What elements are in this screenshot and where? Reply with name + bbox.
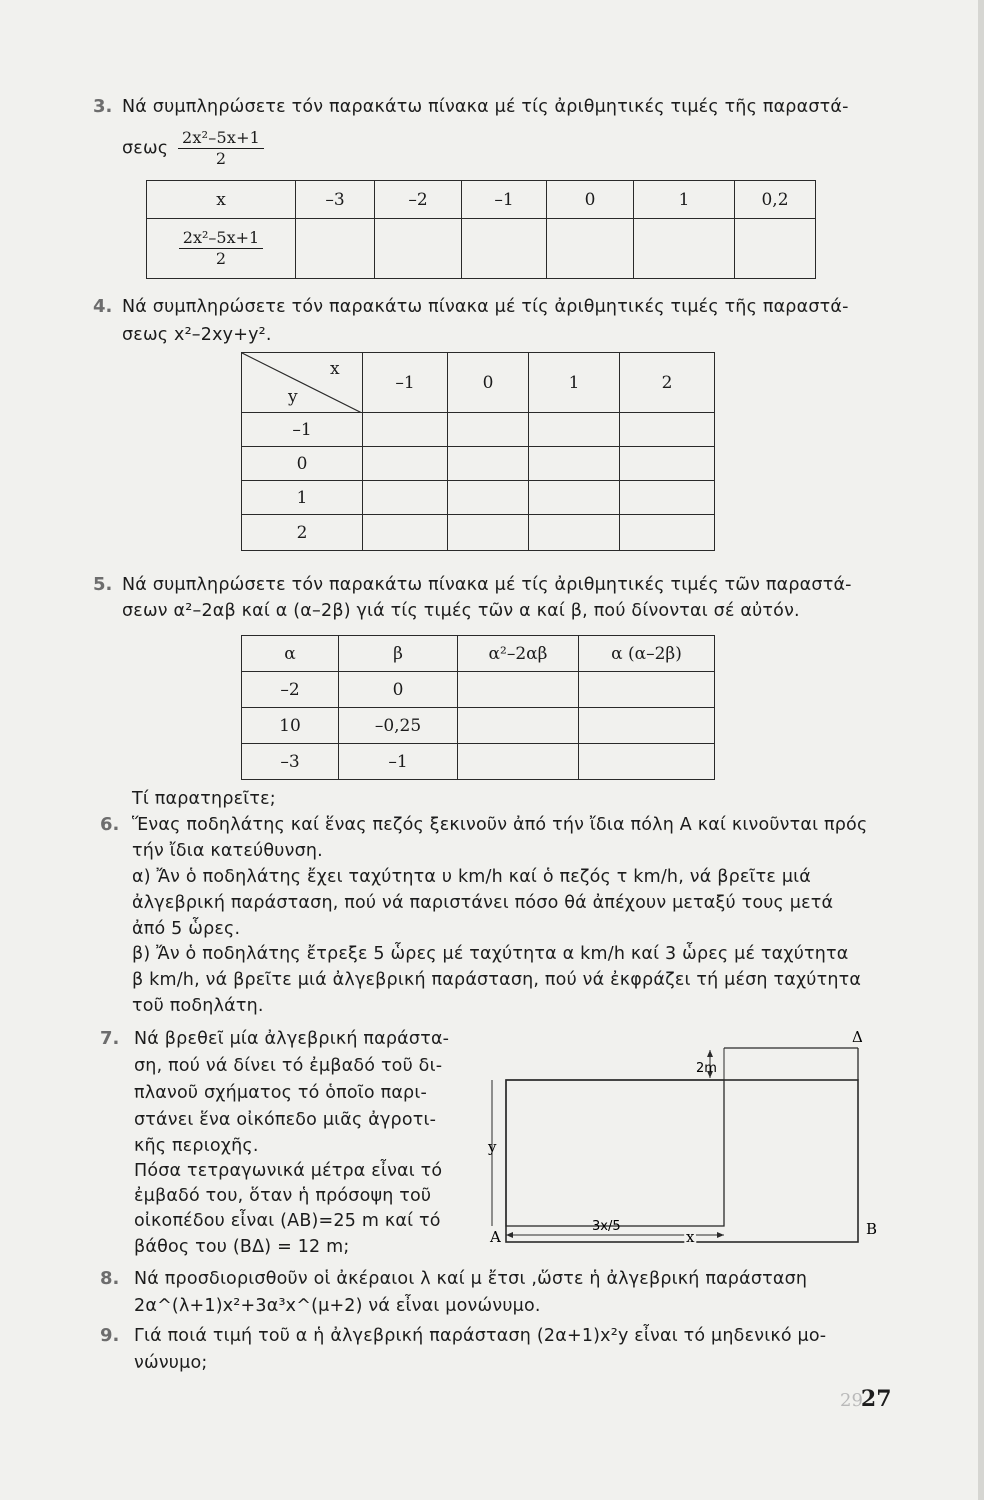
beta-value: –1 [339, 744, 458, 780]
answer-cell[interactable] [462, 219, 547, 279]
answer-cell[interactable] [579, 672, 715, 708]
exercise-3-number: 3. [93, 96, 113, 117]
exercise-6-line: α) Ἄν ὁ ποδηλάτης ἔχει ταχύτητα υ km/h καί ὁ πεζός τ km/h, νά βρεῖτε μιά [132, 867, 812, 887]
exercise-9-number: 9. [100, 1325, 120, 1346]
answer-cell[interactable] [448, 413, 529, 447]
exercise-7-line: Νά βρεθεῖ μία ἀλγεβρική παράστα- [134, 1029, 450, 1049]
exercise-8-text-2: 2α^(λ+1)x²+3α³x^(μ+2) νά εἶναι μονώνυμο. [134, 1296, 541, 1316]
exercise-3-table [146, 180, 816, 279]
fraction-denominator: 2 [215, 149, 227, 168]
label-x: x [686, 1228, 695, 1246]
answer-cell[interactable] [735, 219, 816, 279]
corner-cell [242, 353, 363, 413]
y-value: 1 [242, 481, 363, 515]
inner-rectangle [506, 1080, 724, 1226]
answer-cell[interactable] [363, 413, 448, 447]
exercise-7-line: Πόσα τετραγωνικά μέτρα εἶναι τό [134, 1161, 443, 1181]
beta-value: 0 [339, 672, 458, 708]
answer-cell[interactable] [363, 481, 448, 515]
column-header: β [339, 636, 458, 672]
table-row [242, 708, 715, 744]
exercise-6-number: 6. [100, 814, 120, 835]
answer-cell[interactable] [529, 515, 620, 551]
exercise-7-line: ἐμβαδό του, ὅταν ἡ πρόσοψη τοῦ [134, 1186, 432, 1206]
corner-label-x: x [330, 359, 340, 379]
column-header: α (α–2β) [579, 636, 715, 672]
plot-figure [480, 1030, 880, 1246]
table-row [242, 744, 715, 780]
answer-cell[interactable] [448, 515, 529, 551]
alpha-value: –2 [242, 672, 339, 708]
table-row [242, 413, 715, 447]
exercise-5-number: 5. [93, 574, 113, 595]
exercise-3-expression [122, 128, 264, 169]
answer-cell[interactable] [448, 481, 529, 515]
x-value: –2 [375, 181, 462, 219]
corner-label-y: y [288, 387, 298, 407]
table-row [242, 447, 715, 481]
exercise-6-line: Ἕνας ποδηλάτης καί ἕνας πεζός ξεκινοῦν ἀπό τήν ἴδια πόλη Α καί κινοῦνται πρός [132, 815, 868, 835]
label-y: y [488, 1138, 497, 1156]
exercise-6-line: β) Ἄν ὁ ποδηλάτης ἔτρεξε 5 ὧρες μέ ταχύτητα α km/h καί 3 ὧρες μέ ταχύτητα [132, 944, 849, 964]
table-row [147, 219, 816, 279]
answer-cell[interactable] [529, 413, 620, 447]
beta-value: –0,25 [339, 708, 458, 744]
y-value: 2 [242, 515, 363, 551]
page-number-value: 27 [860, 1386, 892, 1412]
x-value: 1 [529, 353, 620, 413]
page-edge [978, 0, 984, 1500]
y-value: –1 [242, 413, 363, 447]
answer-cell[interactable] [458, 672, 579, 708]
table-row [242, 672, 715, 708]
exercise-4-table [241, 352, 715, 551]
fraction-denominator: 2 [215, 249, 227, 268]
exercise-6-line: τήν ἴδια κατεύθυνση. [132, 841, 323, 861]
label-b: Β [866, 1220, 878, 1238]
table-row [242, 353, 715, 413]
exercise-9-text-2: νώνυμο; [134, 1353, 208, 1373]
page-number [840, 1386, 892, 1412]
answer-cell[interactable] [547, 219, 634, 279]
outer-rectangle [506, 1080, 858, 1242]
answer-cell[interactable] [620, 481, 715, 515]
table-row [147, 181, 816, 219]
exercise-7-line: οἰκοπέδου εἶναι (ΑΒ)=25 m καί τό [134, 1211, 441, 1231]
alpha-value: 10 [242, 708, 339, 744]
fraction-numerator: 2x²–5x+1 [178, 128, 264, 149]
exercise-6-line: ἀλγεβρική παράσταση, πού νά παριστάνει πόσο θά ἀπέχουν μεταξύ τους μετά [132, 893, 834, 913]
x-value: –1 [462, 181, 547, 219]
exercise-8-number: 8. [100, 1268, 120, 1289]
exercise-4-text-2: σεως x²–2xy+y². [122, 325, 272, 345]
column-header: α²–2αβ [458, 636, 579, 672]
answer-cell[interactable] [579, 708, 715, 744]
exercise-6-line: τοῦ ποδηλάτη. [132, 996, 264, 1016]
x-value: –3 [296, 181, 375, 219]
page-number-ghost: 29 [840, 1390, 863, 1411]
answer-cell[interactable] [529, 481, 620, 515]
answer-cell[interactable] [363, 447, 448, 481]
x-value: –1 [363, 353, 448, 413]
x-value: 0 [547, 181, 634, 219]
answer-cell[interactable] [620, 515, 715, 551]
exercise-5-text-2: σεων α²–2αβ καί α (α–2β) γιά τίς τιμές τῶν α καί β, πού δίνονται σέ αὐτόν. [122, 601, 800, 621]
answer-cell[interactable] [458, 708, 579, 744]
answer-cell[interactable] [296, 219, 375, 279]
column-header: α [242, 636, 339, 672]
arrow-head [717, 1232, 724, 1238]
alpha-value: –3 [242, 744, 339, 780]
answer-cell[interactable] [620, 447, 715, 481]
answer-cell[interactable] [579, 744, 715, 780]
row-label-expression [147, 219, 296, 279]
label-3x5: 3x/5 [592, 1219, 621, 1234]
x-value: 0,2 [735, 181, 816, 219]
exercise-7-line: πλανοῦ σχήματος τό ὁποῖο παρι- [134, 1083, 427, 1103]
exercise-4-text: Νά συμπληρώσετε τόν παρακάτω πίνακα μέ τίς ἀριθμητικές τιμές τῆς παραστά- [122, 297, 849, 317]
answer-cell[interactable] [529, 447, 620, 481]
row-label-x: x [147, 181, 296, 219]
table-row [242, 636, 715, 672]
fraction [178, 128, 264, 169]
answer-cell[interactable] [634, 219, 735, 279]
exercise-5-text: Νά συμπληρώσετε τόν παρακάτω πίνακα μέ τίς ἀριθμητικές τιμές τῶν παραστά- [122, 575, 852, 595]
label-2m: 2m [696, 1061, 717, 1076]
exercise-3-prefix: σεως [122, 138, 169, 159]
exercise-8-text: Νά προσδιορισθοῦν οἱ ἀκέραιοι λ καί μ ἔτσι ,ὥστε ἡ ἀλγεβρική παράσταση [134, 1269, 808, 1289]
exercise-7-line: ση, πού νά δίνει τό ἐμβαδό τοῦ δι- [134, 1056, 443, 1076]
answer-cell[interactable] [448, 447, 529, 481]
x-value: 2 [620, 353, 715, 413]
exercise-5-table [241, 635, 715, 780]
exercise-4-number: 4. [93, 296, 113, 317]
arrow-head [506, 1232, 513, 1238]
corner-diagonal [242, 353, 362, 413]
table-row [242, 481, 715, 515]
answer-cell[interactable] [458, 744, 579, 780]
fraction-numerator: 2x²–5x+1 [179, 228, 263, 249]
table-row [242, 515, 715, 551]
label-a: Α [490, 1228, 501, 1246]
exercise-7-line: στάνει ἕνα οἰκόπεδο μιᾶς ἀγροτι- [134, 1110, 437, 1130]
y-value: 0 [242, 447, 363, 481]
exercise-9-text: Γιά ποιά τιμή τοῦ α ἡ ἀλγεβρική παράσταση (2α+1)x²y εἶναι τό μηδενικό μο- [134, 1326, 827, 1346]
x-value: 0 [448, 353, 529, 413]
exercise-7-number: 7. [100, 1028, 120, 1049]
answer-cell[interactable] [375, 219, 462, 279]
exercise-5-question: Τί παρατηρεῖτε; [132, 789, 276, 809]
answer-cell[interactable] [363, 515, 448, 551]
x-value: 1 [634, 181, 735, 219]
arrow-head [707, 1050, 713, 1057]
exercise-7-line: κῆς περιοχῆς. [134, 1136, 259, 1156]
exercise-6-line: β km/h, νά βρεῖτε μιά ἀλγεβρική παράσταση, πού νά ἐκφράζει τή μέση ταχύτητα [132, 970, 862, 990]
answer-cell[interactable] [620, 413, 715, 447]
label-delta: Δ [852, 1030, 863, 1046]
exercise-6-line: ἀπό 5 ὧρες. [132, 919, 241, 939]
exercise-7-line: βάθος του (ΒΔ) = 12 m; [134, 1237, 350, 1257]
fraction [179, 228, 263, 269]
exercise-3-text: Νά συμπληρώσετε τόν παρακάτω πίνακα μέ τίς ἀριθμητικές τιμές τῆς παραστά- [122, 97, 849, 117]
